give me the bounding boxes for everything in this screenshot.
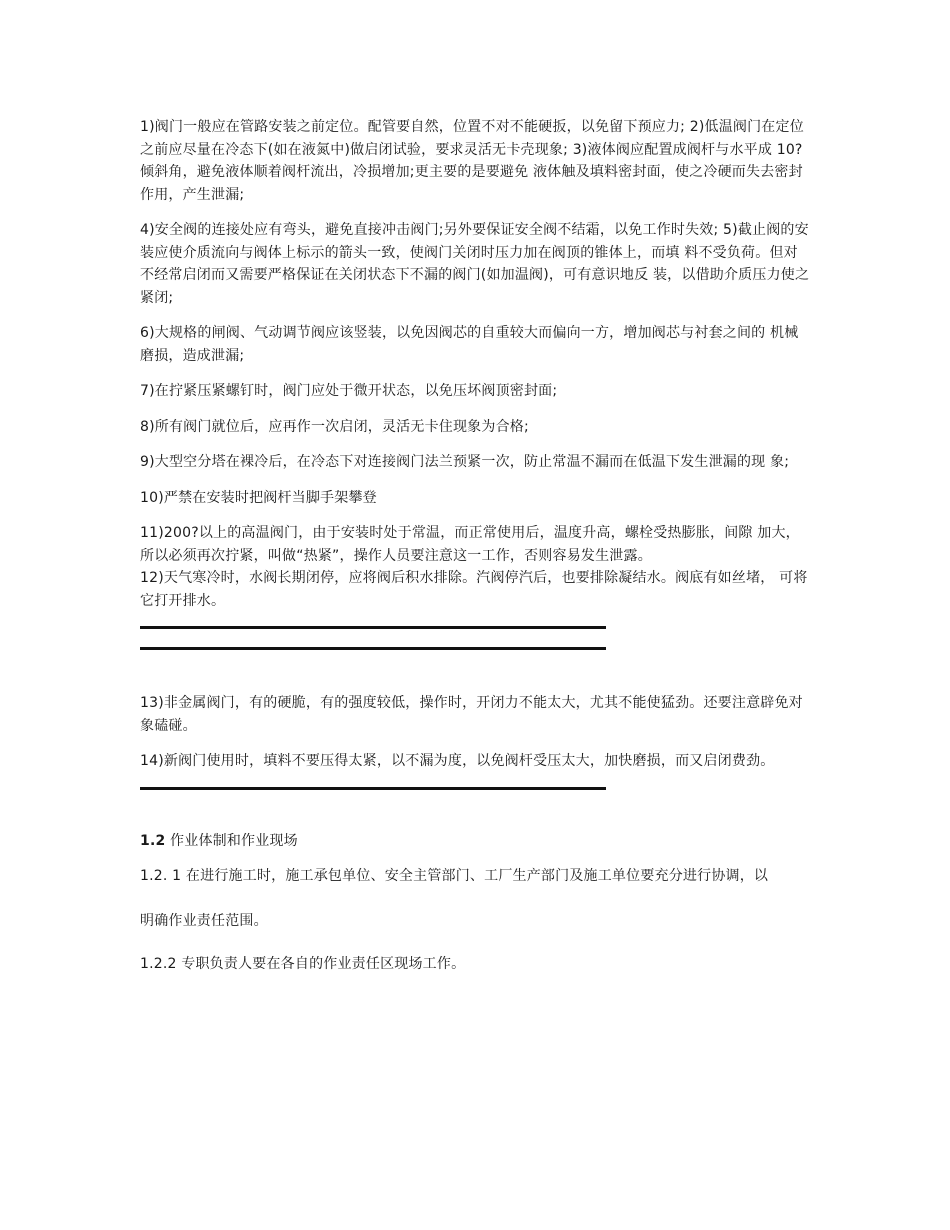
paragraph-6: 6)大规格的闸阀、气动调节阀应该竖装，以免因阀芯的自重较大而偏向一方，增加阀芯与衬套之间的 机械磨损，造成泄漏; — [140, 325, 799, 364]
section-title: 作业体制和作业现场 — [165, 832, 298, 849]
section-heading — [140, 830, 812, 853]
paragraph-9: 9)大型空分塔在裸冷后，在冷态下对连接阀门法兰预紧一次，防止常温不漏而在低温下发生泄漏的现 象; — [140, 454, 790, 470]
horizontal-rule-1 — [140, 626, 606, 629]
paragraph-1-3: 1)阀门一般应在管路安装之前定位。配管要自然，位置不对不能硬扳，以免留下预应力; 2)低温阀门在定位之前应尽量在冷态下(如在液氮中)做启闭试验，要求灵活无卡壳现象; 3)液体阀应配置成阀杆与水平成 10?倾斜角，避免液体顺着阀杆流出，冷损增加;更主要的是要避免 液体触及填料密封面，使之冷硬而失去密封作用，产生泄漏; — [140, 119, 804, 203]
horizontal-rule-2 — [140, 647, 606, 650]
paragraph-7: 7)在拧紧压紧螺钉时，阀门应处于微开状态，以免压坏阀顶密封面; — [140, 383, 558, 399]
paragraph-14: 14)新阀门使用时，填料不要压得太紧，以不漏为度，以免阀杆受压太大，加快磨损，而又启闭费劲。 — [140, 753, 775, 769]
paragraph-10: 10)严禁在安装时把阀杆当脚手架攀登 — [140, 489, 377, 506]
paragraph-8: 8)所有阀门就位后，应再作一次启闭，灵活无卡住现象为合格; — [140, 418, 529, 435]
section-1-2-2: 1.2.2 专职负责人要在各自的作业责任区现场工作。 — [140, 956, 466, 972]
section-number: 1.2 — [140, 832, 166, 849]
section-1-2-1-line-2: 明确作业责任范围。 — [140, 912, 268, 929]
paragraph-11: 11)200?以上的高温阀门，由于安装时处于常温，而正常使用后，温度升高，螺栓受热膨胀，间隙 加大，所以必须再次拧紧，叫做“热紧”，操作人员要注意这一工作，否则容易发生泄露。 — [140, 525, 800, 564]
paragraph-13: 13)非金属阀门，有的硬脆，有的强度较低，操作时，开闭力不能太大，尤其不能使猛劲。还要注意辟免对象磕碰。 — [140, 695, 803, 734]
section-1-2-1-line-1: 1.2. 1 在进行施工时，施工承包单位、安全主管部门、工厂生产部门及施工单位要充分进行协调，以 — [140, 868, 769, 884]
paragraph-4-5: 4)安全阀的连接处应有弯头，避免直接冲击阀门;另外要保证安全阀不结霜，以免工作时失效; 5)截止阀的安装应使介质流向与阀体上标示的箭头一致，使阀门关闭时压力加在阀顶的锥体上，而填 料不受负荷。但对不经常启闭而又需要严格保证在关闭状态下不漏的阀门(如加温阀)，可有意识地反 装，以借助介质压力使之紧闭; — [140, 222, 810, 306]
document-page — [140, 112, 812, 976]
horizontal-rule-3 — [140, 787, 606, 790]
paragraph-12: 12)天气寒冷时，水阀长期闭停，应将阀后积水排除。汽阀停汽后，也要排除凝结水。阀底有如丝堵， 可将它打开排水。 — [140, 570, 808, 609]
